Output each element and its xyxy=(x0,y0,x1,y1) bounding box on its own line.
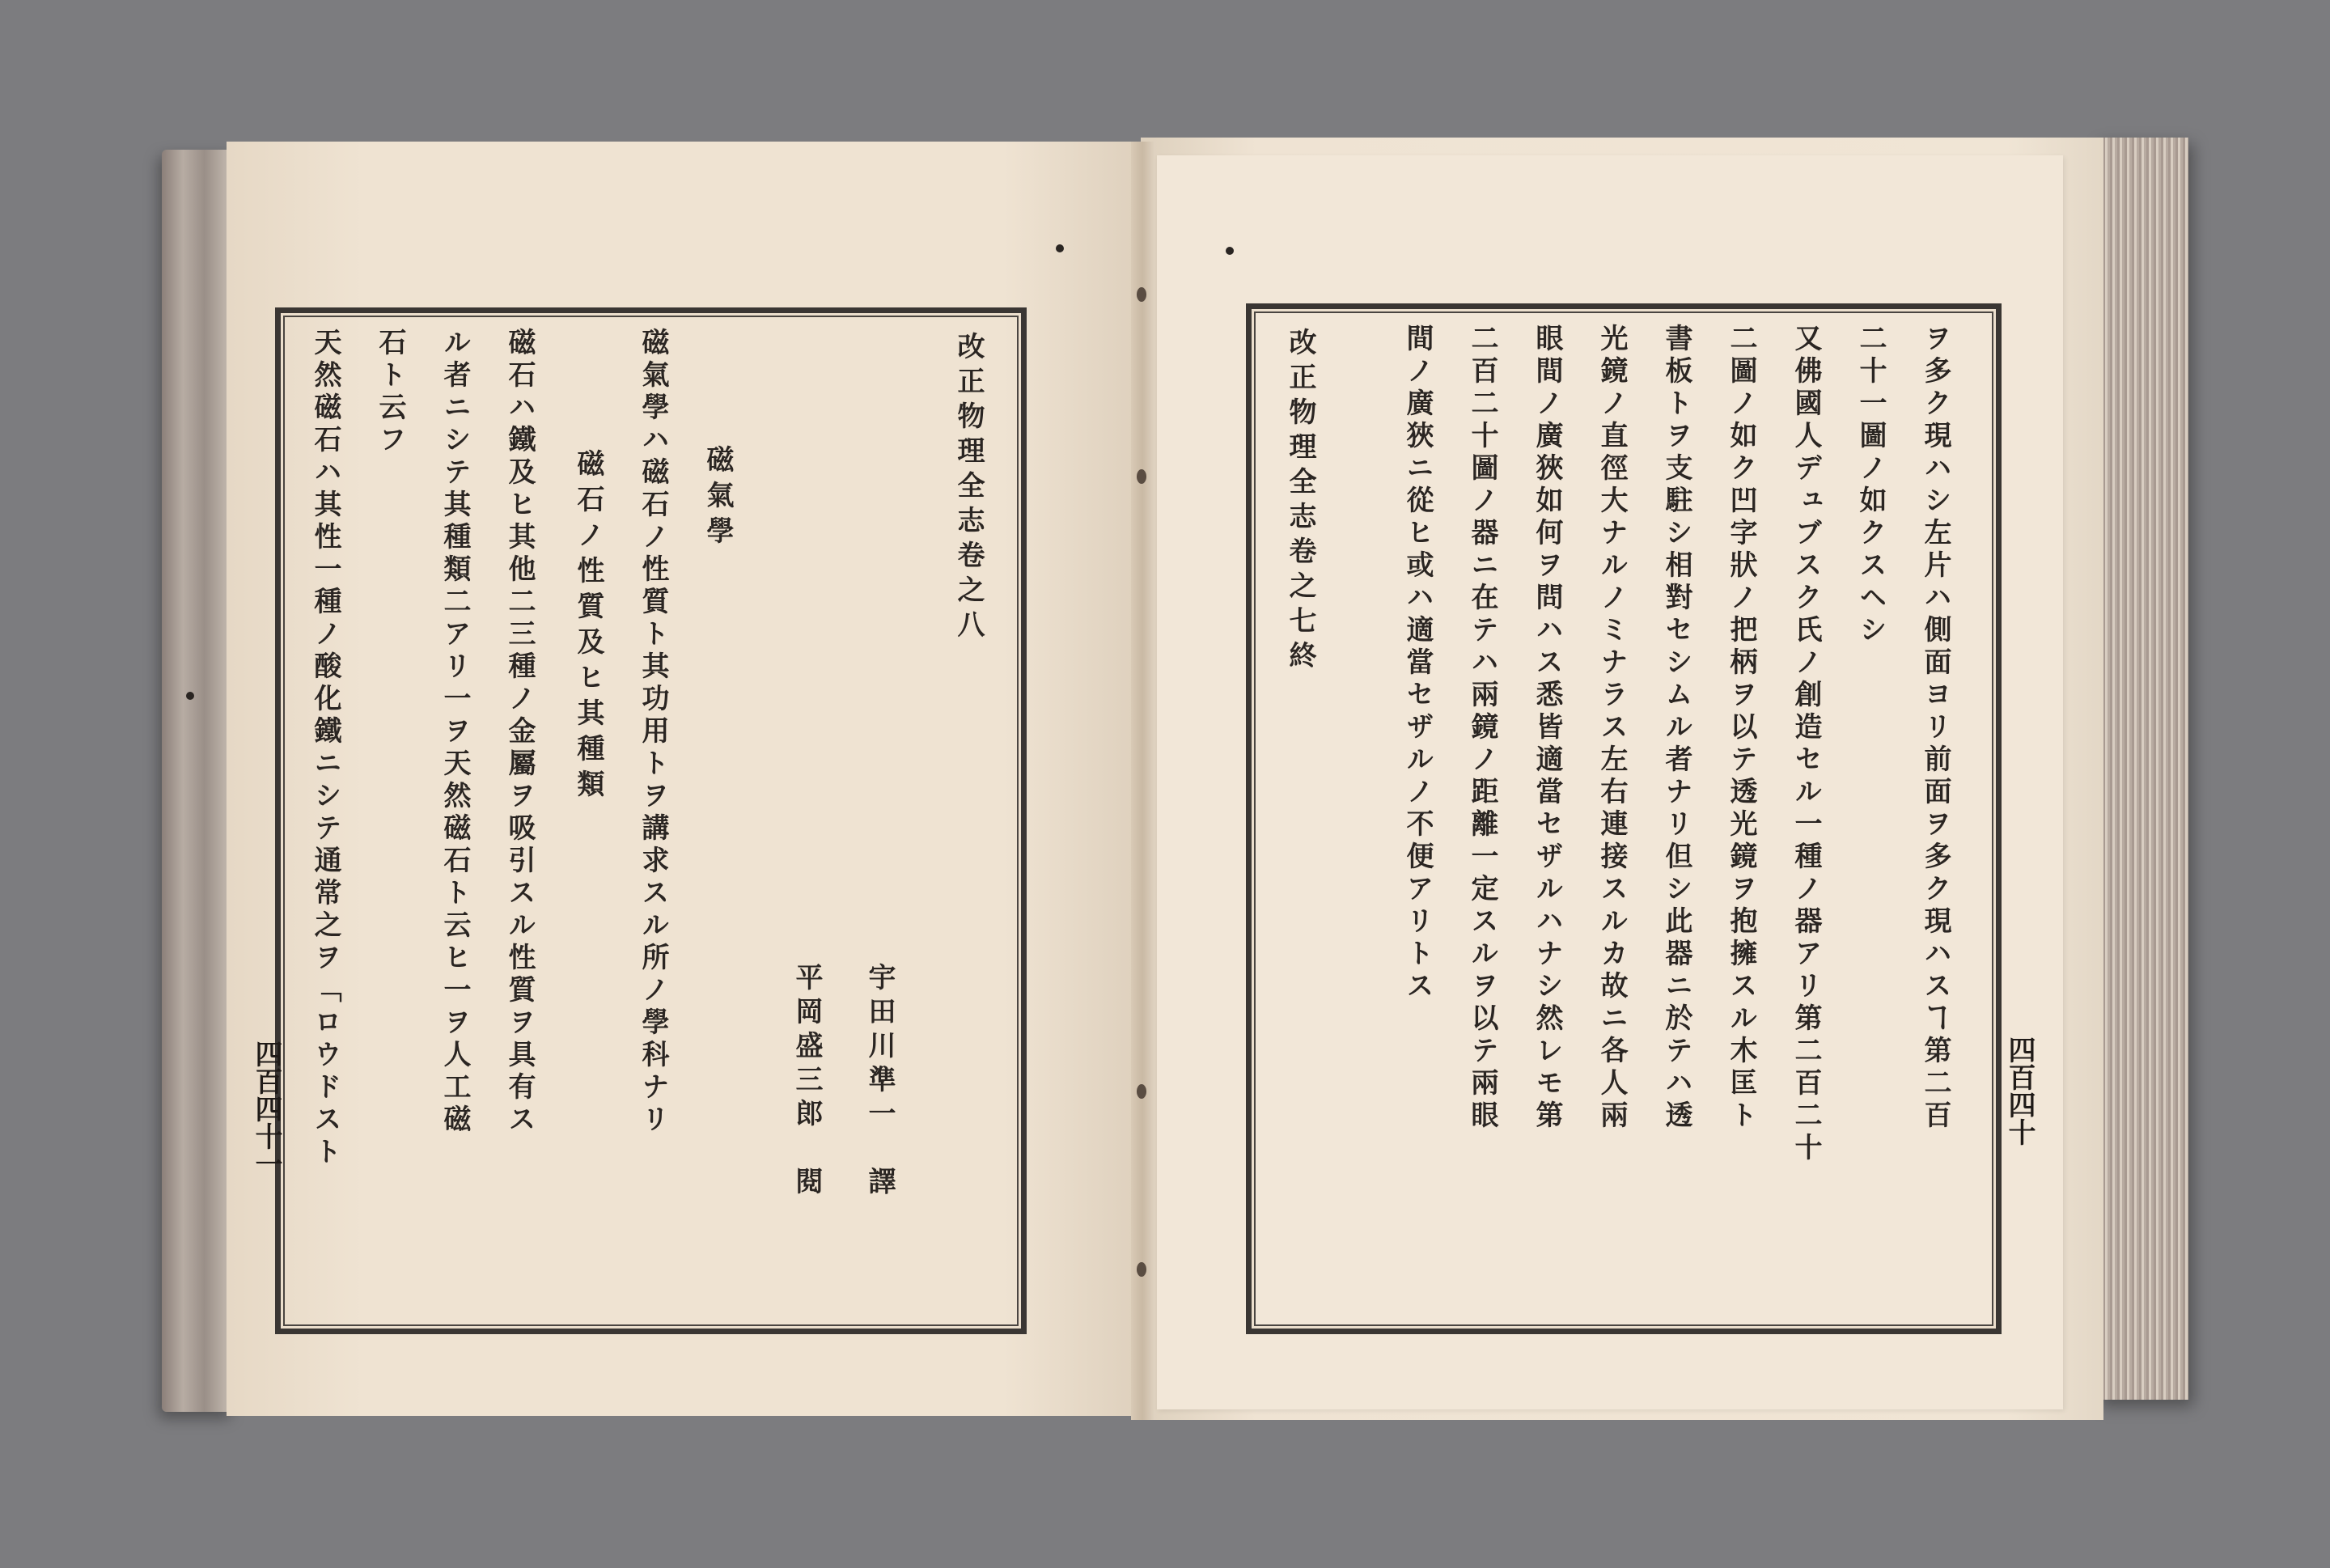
body-line: 二十一圖ノ如クスヘシ xyxy=(1854,324,1887,647)
right-page-number: 四百四十 xyxy=(2003,1036,2036,1146)
body-line: 間ノ廣狹ニ從ヒ或ハ適當セザルノ不便アリトス xyxy=(1401,324,1434,1003)
page-edges-right xyxy=(2095,138,2188,1400)
left-page-number: 四百四十一 xyxy=(250,1040,282,1177)
section-heading: 磁石ノ性質及ヒ其種類 xyxy=(572,449,604,805)
body-line: ヲ多ク現ハシ左片ハ側面ヨリ前面ヲ多ク現ハスヿ第二百 xyxy=(1919,324,1951,1133)
left-page-title: 改正物理全志卷之八 xyxy=(952,332,985,645)
body-line: 光鏡ノ直徑大ナルノミナラス左右連接スルカ故ニ各人兩 xyxy=(1595,324,1628,1133)
body-line: 磁氣學ハ磁石ノ性質ト其功用トヲ講求スル所ノ學科ナリ xyxy=(637,328,669,1137)
page-edges-left xyxy=(162,150,233,1412)
chapter-heading: 磁氣學 xyxy=(701,445,734,552)
translator-credit: 宇田川準一 譯 xyxy=(863,963,896,1201)
body-line: ル者ニシテ其種類二アリ一ヲ天然磁石ト云ヒ一ヲ人工磁 xyxy=(438,328,471,1137)
right-page-end-title: 改正物理全志卷之七終 xyxy=(1284,328,1316,676)
body-line: 二百二十圖ノ器ニ在テハ兩鏡ノ距離一定スルヲ以テ兩眼 xyxy=(1466,324,1498,1133)
body-line: 二圖ノ如ク凹字狀ノ把柄ヲ以テ透光鏡ヲ抱擁スル木匡ト xyxy=(1725,324,1757,1133)
binding-hole xyxy=(1137,1084,1146,1099)
binding-hole xyxy=(1137,287,1146,302)
body-line: 又佛國人デュブスク氏ノ創造セル一種ノ器アリ第二百二十 xyxy=(1790,324,1822,1165)
book-gutter xyxy=(1131,142,1154,1420)
speck xyxy=(186,692,194,700)
body-line: 天然磁石ハ其性一種ノ酸化鐵ニシテ通常之ヲ「ロウドスト xyxy=(309,328,341,1169)
body-line: 書板トヲ支駐シ相對セシムル者ナリ但シ此器ニ於テハ透 xyxy=(1660,324,1692,1133)
body-line: 石ト云フ xyxy=(374,328,406,457)
editor-credit: 平岡盛三郎 閱 xyxy=(790,963,823,1201)
body-line: 眼間ノ廣狹如何ヲ問ハス悉皆適當セザルハナシ然レモ第 xyxy=(1531,324,1563,1133)
binding-hole xyxy=(1137,469,1146,484)
speck xyxy=(1056,244,1064,252)
body-line: 磁石ハ鐵及ヒ其他二三種ノ金屬ヲ吸引スル性質ヲ具有ス xyxy=(503,328,536,1137)
binding-hole xyxy=(1137,1262,1146,1277)
speck xyxy=(1226,247,1234,255)
